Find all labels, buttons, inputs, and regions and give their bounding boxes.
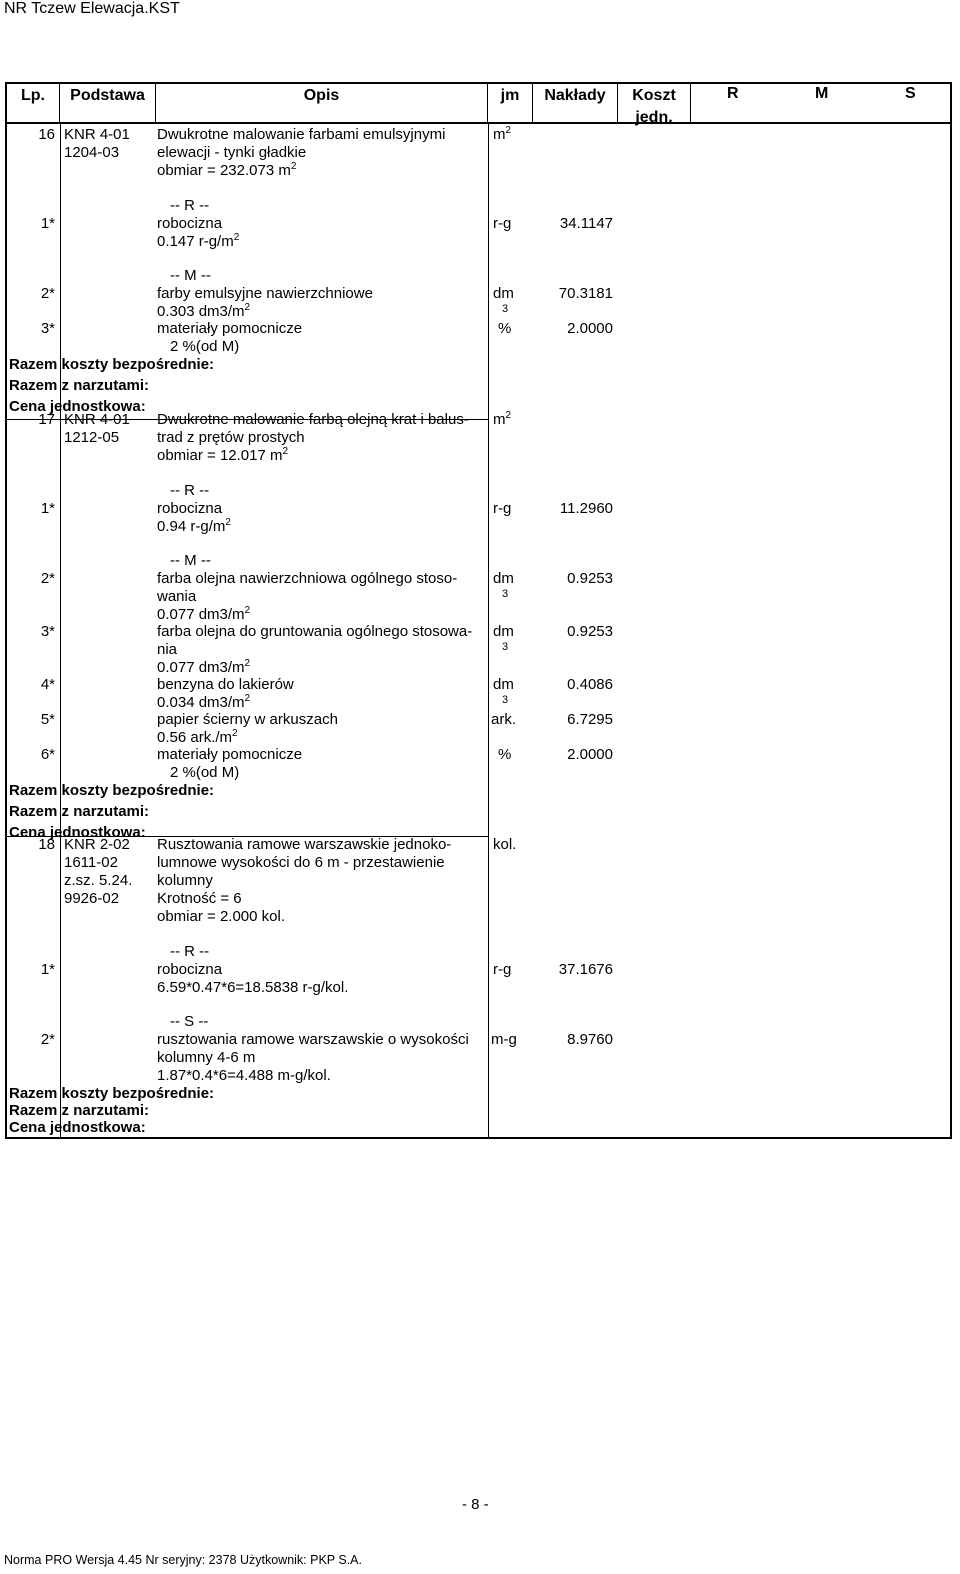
resource-quantity: 6.7295	[567, 711, 613, 728]
resource-lp: 3*	[40, 320, 55, 337]
resource-quantity: 0.9253	[567, 570, 613, 587]
resource-quantity: 0.9253	[567, 623, 613, 640]
col-divider	[60, 124, 61, 1137]
resource-quantity: 70.3181	[558, 285, 613, 302]
resource-quantity: 2.0000	[567, 746, 613, 763]
summary-markups: Razem z narzutami:	[9, 1102, 150, 1119]
item-description: kolumny	[157, 872, 213, 889]
material-heading: -- M --	[170, 552, 211, 569]
col-r: R	[727, 85, 739, 102]
col-podstawa: Podstawa	[60, 84, 156, 122]
summary-markups: Razem z narzutami:	[9, 803, 150, 820]
resource-unit: %	[498, 746, 512, 763]
col-m: M	[815, 85, 829, 102]
resource-quantity: 11.2960	[559, 500, 613, 517]
resource-name: farba olejna nawierzchniowa ogólnego stoso-	[157, 570, 458, 587]
resource-lp: 1*	[40, 961, 55, 978]
resource-norm: 0.034 $dm3/m^2$	[157, 693, 251, 711]
resource-name-cont: nia	[157, 641, 178, 658]
resource-lp: 1*	[40, 215, 55, 232]
resource-lp: 4*	[40, 676, 55, 693]
item-base: 1204-03	[64, 144, 120, 161]
page-number: - 8 -	[462, 1496, 489, 1513]
resource-norm: 0.94 $r-g/m^2$	[157, 517, 231, 535]
resource-quantity: 34.1147	[559, 215, 613, 232]
resource-name: rusztowania ramowe warszawskie o wysokości	[157, 1031, 469, 1048]
col-lp: Lp.	[7, 84, 60, 122]
unit-exponent: 3	[502, 694, 509, 706]
item-unit: $m^2$	[493, 410, 512, 428]
resource-norm: 0.147 $r-g/m^2$	[157, 232, 240, 250]
resource-norm: 0.077 $dm3/m^2$	[157, 605, 251, 623]
item-lp: 17	[38, 411, 55, 428]
item-description: Rusztowania ramowe warszawskie jednoko-	[157, 836, 452, 853]
resource-name: benzyna do lakierów	[157, 676, 294, 693]
item-multiplier: Krotność = 6	[157, 890, 242, 907]
resource-norm: 1.87*0.4*6=4.488 m-g/kol.	[157, 1067, 331, 1084]
item-description: Dwukrotne malowanie farbami emulsyjnymi	[157, 126, 446, 143]
resource-name: papier ścierny w arkuszach	[157, 711, 338, 728]
unit-exponent: 3	[502, 303, 509, 315]
resource-unit: dm	[493, 285, 514, 302]
resource-unit: dm	[493, 623, 514, 640]
resource-unit: r-g	[493, 215, 512, 232]
resource-quantity: 2.0000	[567, 320, 613, 337]
resource-unit: dm	[493, 676, 514, 693]
cost-estimate-table	[5, 82, 952, 1139]
item-description: elewacji - tynki gładkie	[157, 144, 307, 161]
item-base: KNR 2-02	[64, 836, 130, 853]
summary-direct: Razem koszty bezpośrednie:	[9, 782, 215, 799]
summary-unit-price: Cena jednostkowa:	[9, 398, 146, 415]
resource-lp: 2*	[40, 570, 55, 587]
resource-norm: 0.077 $dm3/m^2$	[157, 658, 251, 676]
resource-norm: 6.59*0.47*6=18.5838 r-g/kol.	[157, 979, 349, 996]
resource-name: materiały pomocnicze	[157, 746, 303, 763]
resource-name-cont: wania	[157, 588, 197, 605]
resource-norm: 2 %(od M)	[170, 338, 240, 355]
resource-lp: 2*	[40, 285, 55, 302]
resource-lp: 6*	[40, 746, 55, 763]
resource-quantity: 8.9760	[567, 1031, 613, 1048]
software-footer: Norma PRO Wersja 4.45 Nr seryjny: 2378 Użytkownik: PKP S.A.	[4, 1553, 362, 1567]
summary-markups: Razem z narzutami:	[9, 377, 150, 394]
resource-norm: 0.56 $ark./m^2$	[157, 728, 238, 746]
resource-lp: 2*	[40, 1031, 55, 1048]
resource-lp: 5*	[40, 711, 55, 728]
col-opis: Opis	[156, 84, 488, 122]
unit-exponent: 3	[502, 641, 509, 653]
item-lp: 18	[38, 836, 55, 853]
summary-unit-price: Cena jednostkowa:	[9, 1119, 146, 1136]
labor-heading: -- R --	[170, 197, 210, 214]
labor-heading: -- R --	[170, 482, 210, 499]
resource-name: farby emulsyjne nawierzchniowe	[157, 285, 373, 302]
resource-name: robocizna	[157, 961, 223, 978]
item-description: Dwukrotne malowanie farbą olejną krat i balus-	[157, 411, 469, 428]
resource-norm: 0.303 $dm3/m^2$	[157, 302, 251, 320]
item-measurement: obmiar = 232.073 $m^2$	[157, 161, 297, 179]
table-header	[7, 84, 950, 124]
item-unit: kol.	[493, 836, 517, 853]
summary-direct: Razem koszty bezpośrednie:	[9, 1085, 215, 1102]
item-measurement: obmiar = 2.000 kol.	[157, 908, 285, 925]
item-base: KNR 4-01	[64, 126, 130, 143]
resource-quantity: 37.1676	[558, 961, 613, 978]
resource-norm: 2 %(od M)	[170, 764, 240, 781]
resource-name: materiały pomocnicze	[157, 320, 303, 337]
item-lp: 16	[38, 126, 55, 143]
resource-lp: 1*	[40, 500, 55, 517]
resource-lp: 3*	[40, 623, 55, 640]
summary-unit-price: Cena jednostkowa:	[9, 824, 146, 841]
resource-name: farba olejna do gruntowania ogólnego stosowa-	[157, 623, 473, 640]
item-base: 9926-02	[64, 890, 120, 907]
resource-unit: dm	[493, 570, 514, 587]
col-koszt-jedn: Koszt jedn.	[618, 84, 691, 122]
item-base: KNR 4-01	[64, 411, 130, 428]
item-description: lumnowe wysokości do 6 m - przestawienie	[157, 854, 445, 871]
item-base: 1611-02	[64, 854, 118, 871]
item-base: z.sz. 5.24.	[64, 872, 133, 889]
col-divider	[488, 124, 489, 1137]
material-heading: -- M --	[170, 267, 211, 284]
item-base: 1212-05	[64, 429, 120, 446]
resource-name: robocizna	[157, 500, 223, 517]
resource-unit: r-g	[493, 500, 512, 517]
labor-heading: -- R --	[170, 943, 210, 960]
unit-exponent: 3	[502, 588, 509, 600]
resource-unit: m-g	[491, 1031, 517, 1048]
resource-name-cont: kolumny 4-6 m	[157, 1049, 256, 1066]
col-naklady: Nakłady	[533, 84, 618, 122]
resource-unit: ark.	[491, 711, 517, 728]
item-description: trad z prętów prostych	[157, 429, 305, 446]
equipment-heading: -- S --	[170, 1013, 209, 1030]
summary-direct: Razem koszty bezpośrednie:	[9, 356, 215, 373]
resource-quantity: 0.4086	[567, 676, 613, 693]
item-unit: $m^2$	[493, 125, 512, 143]
document-title: NR Tczew Elewacja.KST	[4, 0, 180, 17]
col-s: S	[905, 85, 916, 102]
col-jm: jm	[488, 84, 533, 122]
resource-unit: r-g	[493, 961, 512, 978]
item-measurement: obmiar = 12.017 $m^2$	[157, 446, 289, 464]
resource-unit: %	[498, 320, 512, 337]
resource-name: robocizna	[157, 215, 223, 232]
